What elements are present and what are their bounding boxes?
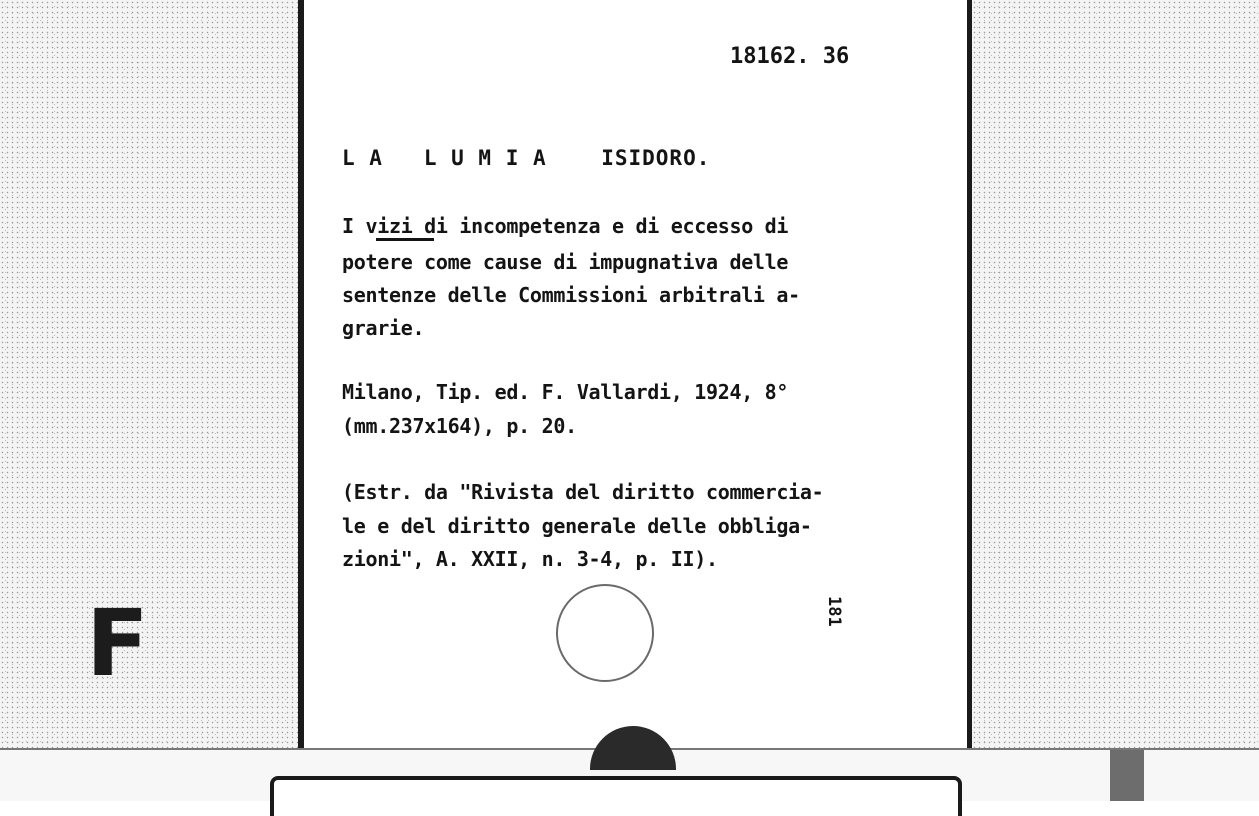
margin-mark: F (86, 590, 149, 697)
title-line: sentenze delle Commissioni arbitrali a- (342, 283, 800, 307)
side-number: 181 (824, 596, 844, 627)
title-line: I vizi di incompetenza e di eccesso di (342, 214, 789, 238)
call-number: 18162. 36 (730, 44, 850, 69)
title-line: grarie. (342, 316, 425, 340)
title-underline (376, 238, 434, 241)
author-heading: L A L U M I A ISIDORO. (342, 146, 711, 170)
title-line: potere come cause di impugnativa delle (342, 250, 789, 274)
imprint-line: (mm.237x164), p. 20. (342, 414, 577, 438)
left-margin-background (0, 0, 298, 749)
imprint-line: Milano, Tip. ed. F. Vallardi, 1924, 8° (342, 380, 789, 404)
next-card-edge (270, 776, 962, 816)
note-line: (Estr. da "Rivista del diritto commercia- (342, 480, 824, 504)
right-margin-background (972, 0, 1259, 749)
circular-stamp (556, 584, 654, 682)
note-line: le e del diritto generale delle obbliga- (342, 514, 812, 538)
scan-edge-block (1110, 750, 1144, 801)
note-line: zioni", A. XXII, n. 3-4, p. II). (342, 547, 718, 571)
